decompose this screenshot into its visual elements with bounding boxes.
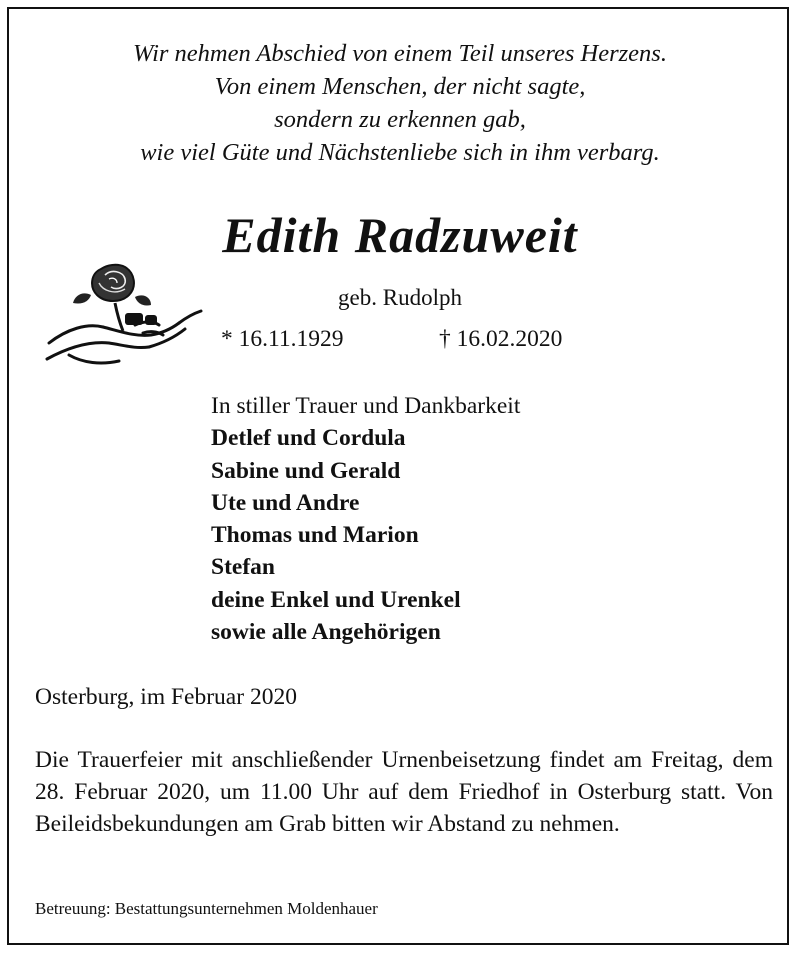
poem-line: sondern zu erkennen gab, [274, 106, 526, 133]
funeral-notice: Die Trauerfeier mit anschließender Urnenbeisetzung findet am Freitag, dem 28. Februar 2020, um 11.00 Uhr auf dem Friedhof in Osterburg statt. Von Beileidsbekundungen am Grab bitten wir Abstand zu nehmen. [35, 747, 773, 837]
birth-date: * 16.11.1929 [221, 326, 344, 352]
mourner-name: Detlef und Cordula [211, 425, 406, 452]
death-date: † 16.02.2020 [439, 326, 563, 352]
mourner-name: Stefan [211, 554, 275, 581]
obituary-frame [7, 7, 789, 945]
mourner-name: Thomas und Marion [211, 522, 419, 549]
mourners-intro: In stiller Trauer und Dankbarkeit [211, 393, 521, 419]
poem-line: Von einem Menschen, der nicht sagte, [214, 73, 586, 100]
birth-name: geb. Rudolph [338, 285, 462, 310]
mourners-list [211, 390, 520, 648]
mourner-name: deine Enkel und Urenkel [211, 586, 461, 613]
poem-line: Wir nehmen Abschied von einem Teil unseres Herzens. [133, 40, 667, 67]
deceased-name: Edith Radzuweit [222, 207, 578, 263]
mourner-name: sowie alle Angehörigen [211, 619, 441, 646]
poem [9, 37, 791, 169]
poem-line: wie viel Güte und Nächstenliebe sich in ihm verbarg. [140, 139, 660, 166]
care-note: Betreuung: Bestattungsunternehmen Moldenhauer [35, 899, 378, 918]
place-and-date: Osterburg, im Februar 2020 [35, 684, 297, 710]
mourner-name: Sabine und Gerald [211, 457, 401, 484]
mourner-name: Ute und Andre [211, 489, 360, 516]
